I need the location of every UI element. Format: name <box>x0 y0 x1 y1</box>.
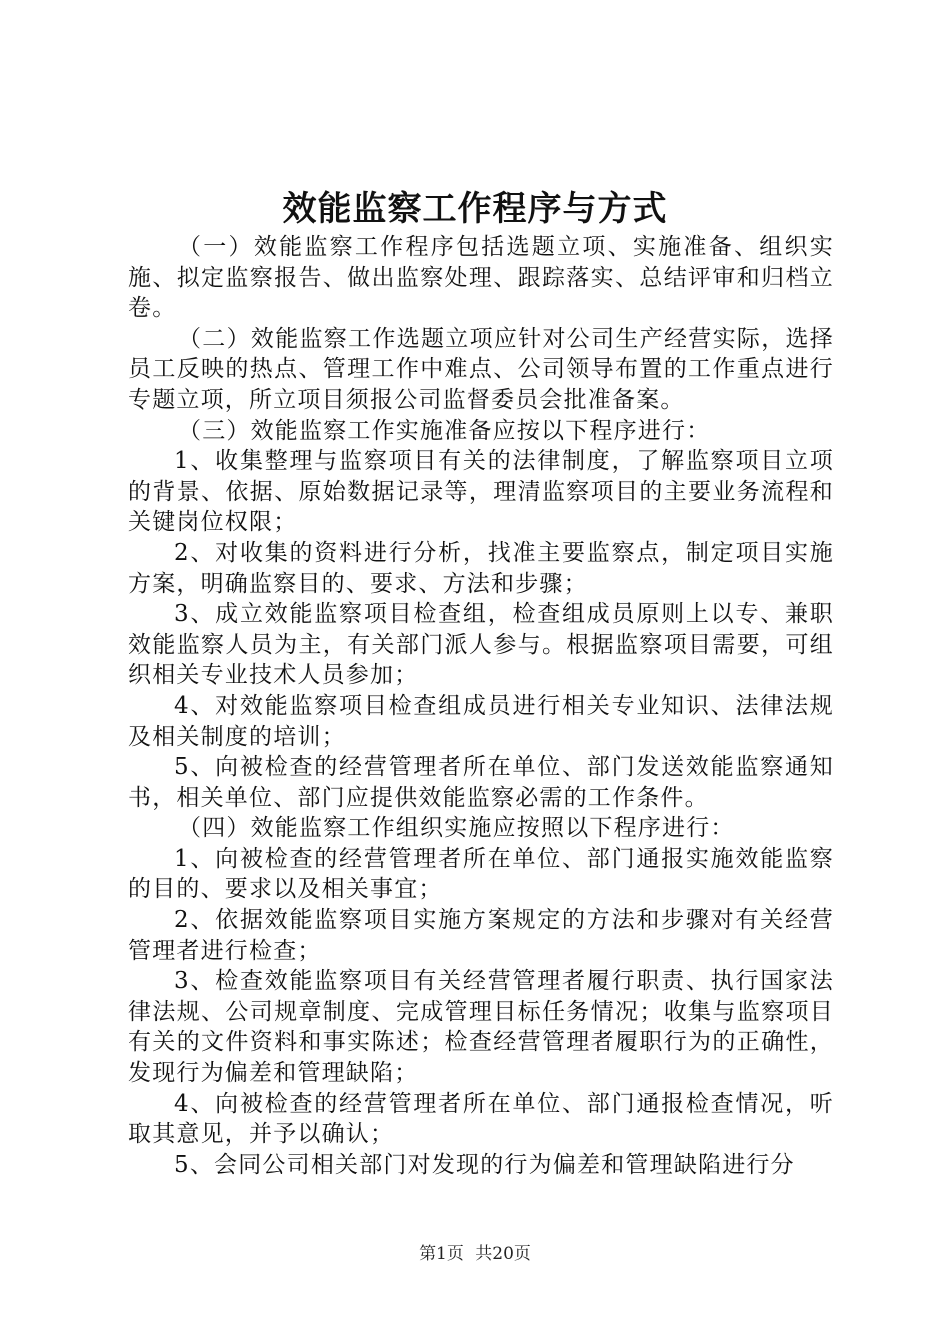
paragraph-item: 1、收集整理与监察项目有关的法律制度，了解监察项目立项的背景、依据、原始数据记录等，理清监察项目的主要业务流程和关键岗位权限； <box>128 448 834 536</box>
paragraph-section-3: （三）效能监察工作实施准备应按以下程序进行： <box>178 417 711 444</box>
paragraph-section-1: （一）效能监察工作程序包括选题立项、实施准备、组织实施、拟定监察报告、做出监察处理、跟踪落实、总结评审和归档立卷。 <box>128 234 834 322</box>
paragraph-item: 3、成立效能监察项目检查组，检查组成员原则上以专、兼职效能监察人员为主，有关部门派人参与。根据监察项目需要，可组织相关专业技术人员参加； <box>128 601 834 689</box>
page-total: 共20页 <box>475 1244 531 1264</box>
paragraph-section-4: （四）效能监察工作组织实施应按照以下程序进行： <box>178 815 735 842</box>
paragraph-item: 5、向被检查的经营管理者所在单位、部门发送效能监察通知书，相关单位、部门应提供效能监察必需的工作条件。 <box>128 754 834 811</box>
paragraph-item: 3、检查效能监察项目有关经营管理者履行职责、执行国家法律法规、公司规章制度、完成管理目标任务情况；收集与监察项目有关的文件资料和事实陈述；检查经营管理者履职行为的正确性，发现行为偏差和管理缺陷； <box>128 968 834 1087</box>
paragraph-item: 4、对效能监察项目检查组成员进行相关专业知识、法律法规及相关制度的培训； <box>128 692 834 750</box>
paragraph-item: 2、对收集的资料进行分析，找准主要监察点，制定项目实施方案，明确监察目的、要求、方法和步骤； <box>128 539 834 597</box>
paragraph-item: 2、依据效能监察项目实施方案规定的方法和步骤对有关经营管理者进行检查； <box>128 907 834 964</box>
paragraph-item: 1、向被检查的经营管理者所在单位、部门通报实施效能监察的目的、要求以及相关事宜； <box>128 845 834 903</box>
document-body <box>128 232 834 1180</box>
paragraph-item: 4、向被检查的经营管理者所在单位、部门通报检查情况，听取其意见，并予以确认； <box>128 1090 834 1148</box>
page-footer <box>0 1242 950 1266</box>
page-number: 第1页 <box>419 1244 464 1264</box>
document-title: 效能监察工作程序与方式 <box>282 189 668 229</box>
paragraph-section-2: （二）效能监察工作选题立项应针对公司生产经营实际，选择员工反映的热点、管理工作中难点、公司领导布置的工作重点进行专题立项，所立项目须报公司监督委员会批准备案。 <box>128 325 834 413</box>
paragraph-item: 5、会同公司相关部门对发现的行为偏差和管理缺陷进行分 <box>174 1151 795 1178</box>
